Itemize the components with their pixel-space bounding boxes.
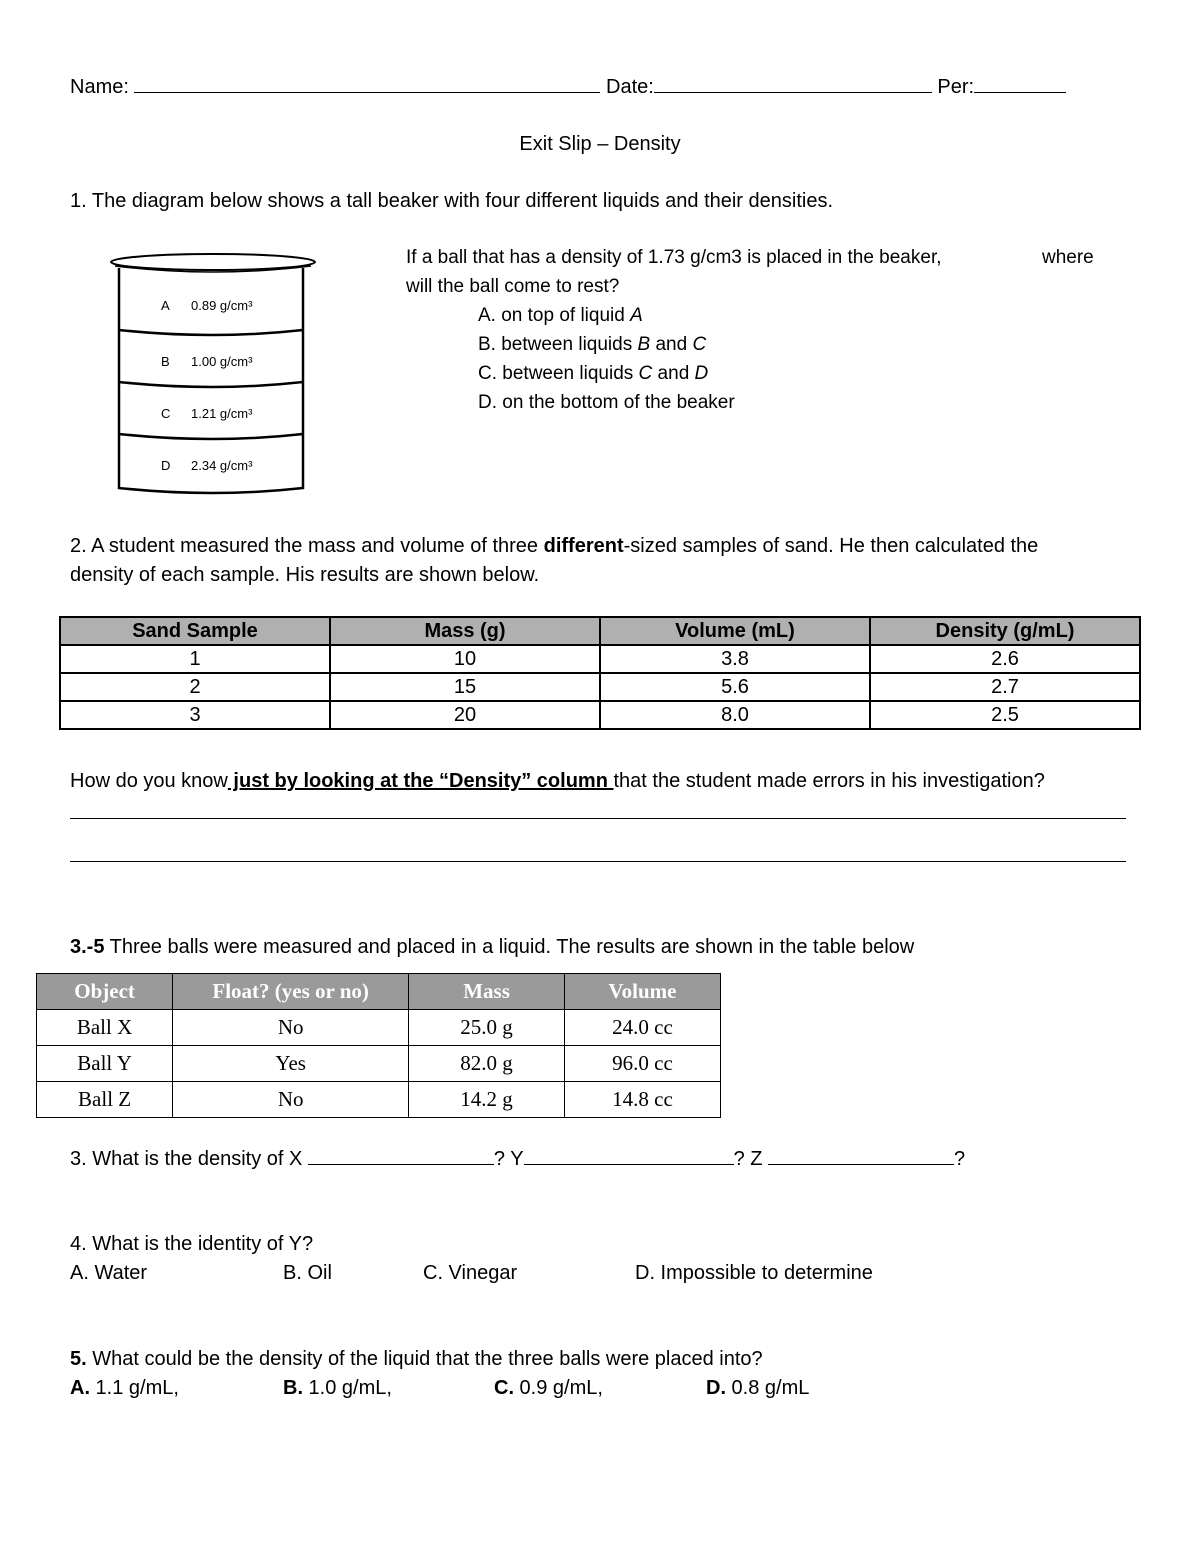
q1-choice-d[interactable]: D. on the bottom of the beaker (478, 392, 735, 413)
choice-text: B. between liquids (478, 334, 638, 355)
table-cell: 24.0 cc (564, 1010, 720, 1046)
table-cell: 96.0 cc (564, 1046, 720, 1082)
q5-prompt-text: What could be the density of the liquid that the three balls were placed into? (86, 1348, 763, 1370)
choice-value: 1.1 g/mL, (90, 1377, 179, 1399)
q3-row (70, 1146, 965, 1171)
choice-letter: B. (283, 1377, 303, 1399)
table-header: Volume (564, 974, 720, 1010)
table-cell: 2.6 (870, 645, 1140, 673)
layer-divider (119, 330, 303, 335)
beaker-diagram (105, 248, 320, 500)
choice-var: B (637, 334, 651, 355)
q5-choice-c[interactable] (494, 1376, 603, 1400)
q1-choice-c[interactable] (478, 362, 708, 386)
layer-divider (119, 382, 303, 387)
table-header: Mass (g) (330, 617, 600, 645)
table-row (60, 701, 1140, 729)
date-field[interactable] (654, 74, 932, 93)
table-cell: 14.2 g (409, 1082, 565, 1118)
q2-followup-emphasis: just by looking at the “Density” column (227, 770, 614, 792)
q2-followup-text: that the student made errors in his investigation? (613, 770, 1045, 792)
table-cell: 8.0 (600, 701, 870, 729)
table-cell: 20 (330, 701, 600, 729)
table-cell: 14.8 cc (564, 1082, 720, 1118)
sand-table (59, 616, 1141, 730)
layer-c-letter: C (161, 406, 171, 421)
table-cell: 10 (330, 645, 600, 673)
table-cell: 15 (330, 673, 600, 701)
q5-choice-a[interactable] (70, 1376, 179, 1400)
q2-answer-line-2[interactable] (70, 861, 1126, 862)
q2-prompt-bold: different (543, 535, 624, 557)
choice-letter: A. (70, 1377, 90, 1399)
table-header: Sand Sample (60, 617, 330, 645)
page-title: Exit Slip – Density (519, 133, 681, 155)
layer-d-density: 2.34 g/cm³ (191, 458, 253, 473)
q3-5-intro-text: Three balls were measured and placed in a liquid. The results are shown in the table below (104, 936, 915, 958)
table-row (60, 645, 1140, 673)
q1-question-line1: If a ball that has a density of 1.73 g/cm3 is placed in the beaker, (406, 247, 942, 268)
q5-number: 5. (70, 1348, 87, 1370)
table-cell: Ball Z (37, 1082, 173, 1118)
q1-question-line2: will the ball come to rest? (406, 276, 620, 297)
q4-choice-a[interactable]: A. Water (70, 1262, 148, 1284)
choice-var: D (694, 363, 709, 384)
q4-choice-c[interactable]: C. Vinegar (423, 1262, 518, 1284)
q2-followup (70, 769, 1045, 793)
choice-var: C (638, 363, 653, 384)
q1-choice-a[interactable] (478, 304, 643, 328)
q2-followup-text: How do you know (70, 770, 228, 792)
table-cell: 3 (60, 701, 330, 729)
q2-prompt-line2: density of each sample. His results are shown below. (70, 564, 540, 586)
density-x-field[interactable] (308, 1146, 494, 1165)
layer-a-letter: A (161, 298, 170, 313)
table-header: Density (g/mL) (870, 617, 1140, 645)
q3-label: 3. What is the density of X (70, 1148, 303, 1170)
q5-choice-d[interactable] (706, 1376, 809, 1400)
q1-question-where: where (1042, 247, 1094, 268)
balls-table (36, 973, 721, 1118)
period-label: Per: (937, 76, 975, 98)
choice-text: A. on top of liquid (478, 305, 631, 326)
choice-letter: D. (706, 1377, 726, 1399)
layer-c-density: 1.21 g/cm³ (191, 406, 253, 421)
density-y-field[interactable] (524, 1146, 734, 1165)
table-cell: 2 (60, 673, 330, 701)
table-cell: 25.0 g (409, 1010, 565, 1046)
choice-text: C. between liquids (478, 363, 639, 384)
layer-b-letter: B (161, 354, 170, 369)
choice-value: 0.9 g/mL, (514, 1377, 603, 1399)
q5-prompt (70, 1347, 763, 1371)
choice-value: 0.8 g/mL (726, 1377, 810, 1399)
name-row (70, 74, 1066, 99)
table-row (60, 673, 1140, 701)
layer-b-density: 1.00 g/cm³ (191, 354, 253, 369)
table-row (37, 1046, 721, 1082)
q5-choice-b[interactable] (283, 1376, 392, 1400)
q4-choice-d[interactable]: D. Impossible to determine (635, 1262, 873, 1284)
beaker-rim (111, 254, 315, 270)
table-cell: 1 (60, 645, 330, 673)
table-cell: 3.8 (600, 645, 870, 673)
choice-letter: C. (494, 1377, 514, 1399)
table-cell: Yes (173, 1046, 409, 1082)
table-header-row (60, 617, 1140, 645)
table-cell: No (173, 1082, 409, 1118)
choice-var: C (692, 334, 707, 355)
q4-choice-b[interactable]: B. Oil (283, 1262, 332, 1284)
table-row (37, 1082, 721, 1118)
density-z-field[interactable] (768, 1146, 954, 1165)
layer-divider (119, 434, 303, 439)
q3-y-label: ? Y (493, 1148, 524, 1170)
table-header: Object (37, 974, 173, 1010)
choice-text: and (652, 363, 695, 384)
layer-a-density: 0.89 g/cm³ (191, 298, 253, 313)
q3-5-intro-number: 3.-5 (70, 936, 105, 958)
choice-text: and (650, 334, 693, 355)
table-header: Mass (409, 974, 565, 1010)
table-cell: 5.6 (600, 673, 870, 701)
table-header-row (37, 974, 721, 1010)
q2-prompt-text: 2. A student measured the mass and volume of three (70, 535, 544, 557)
choice-value: 1.0 g/mL, (303, 1377, 392, 1399)
q2-prompt-line1 (70, 534, 1038, 558)
table-cell: No (173, 1010, 409, 1046)
q3-5-intro (70, 935, 914, 959)
table-cell: 2.7 (870, 673, 1140, 701)
q4-prompt: 4. What is the identity of Y? (70, 1233, 314, 1255)
layer-d-letter: D (161, 458, 171, 473)
q3-end: ? (954, 1148, 966, 1170)
choice-var: A (630, 305, 643, 326)
table-cell: Ball X (37, 1010, 173, 1046)
q2-answer-line-1[interactable] (70, 818, 1126, 819)
table-header: Float? (yes or no) (173, 974, 409, 1010)
q2-prompt-text: -sized samples of sand. He then calculated the (623, 535, 1039, 557)
table-row (37, 1010, 721, 1046)
q1-choice-b[interactable] (478, 333, 706, 357)
table-header: Volume (mL) (600, 617, 870, 645)
period-field[interactable] (974, 74, 1066, 93)
name-field[interactable] (134, 74, 600, 93)
table-cell: 82.0 g (409, 1046, 565, 1082)
name-label: Name: (70, 76, 129, 98)
table-cell: 2.5 (870, 701, 1140, 729)
date-label: Date: (606, 76, 654, 98)
table-cell: Ball Y (37, 1046, 173, 1082)
q3-z-label: ? Z (733, 1148, 763, 1170)
q1-prompt: 1. The diagram below shows a tall beaker with four different liquids and their densities. (70, 190, 834, 212)
